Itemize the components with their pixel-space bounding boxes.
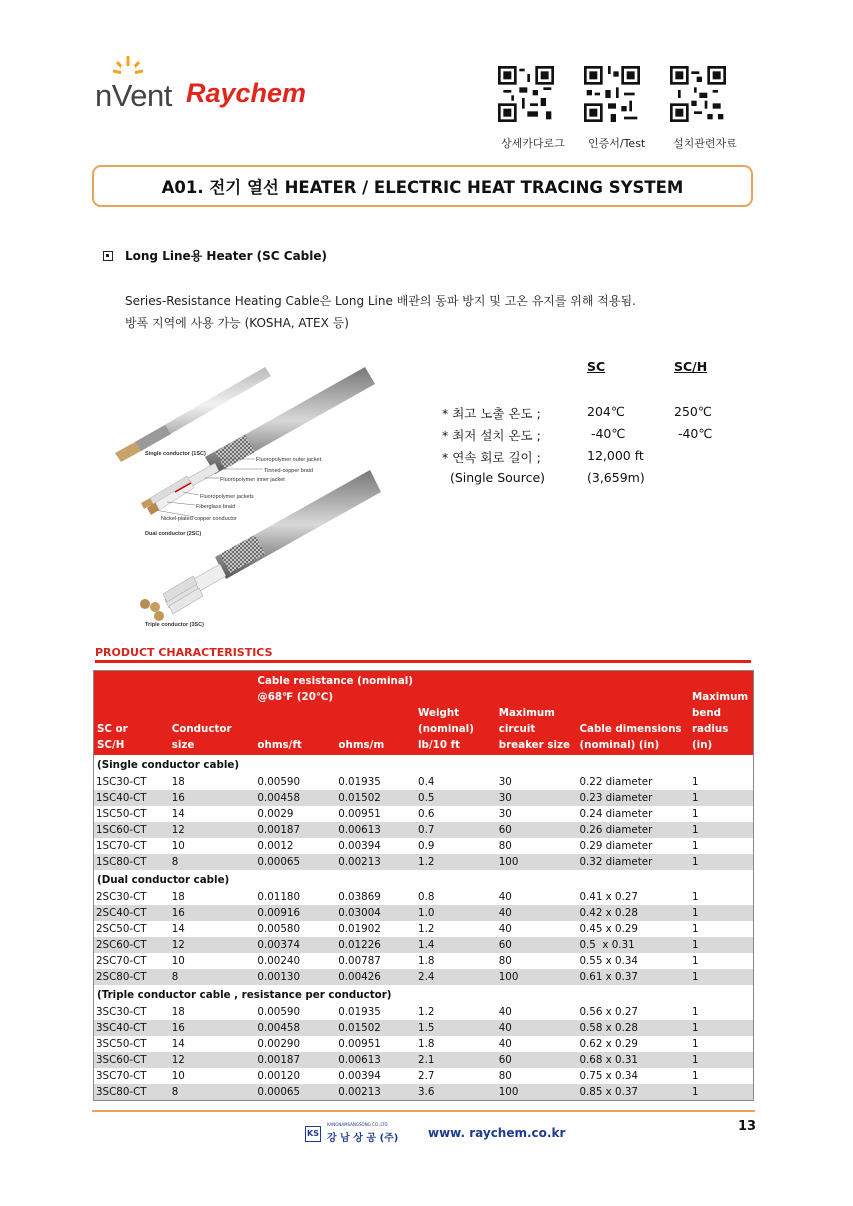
header-bend: Maximum — [691, 691, 749, 703]
cell-model: 2SC60-CT — [94, 937, 169, 953]
cell-weight: 1.2 — [418, 923, 435, 935]
table-row — [94, 953, 753, 969]
table-row — [94, 937, 753, 953]
product-table-body — [94, 755, 753, 1100]
spec-value-sc: (3,659m) — [587, 470, 645, 485]
qr-code-certificate[interactable] — [584, 66, 640, 122]
cell-conductor-size: 16 — [169, 1020, 255, 1036]
table-row — [94, 838, 753, 854]
cell-ohms-ft: 0.00590 — [257, 1006, 301, 1018]
cell-ohms-ft: 0.0012 — [257, 840, 294, 852]
cell-breaker: 100 — [496, 969, 577, 985]
page-number: 13 — [738, 1119, 757, 1134]
cell-breaker: 40 — [498, 923, 512, 935]
cell-conductor-size: 8 — [169, 854, 255, 870]
cell-model: 3SC40-CT — [94, 1020, 169, 1036]
cell-breaker: 60 — [496, 822, 577, 838]
cell-conductor-size: 8 — [169, 1084, 255, 1100]
cell-weight: 0.4 — [418, 776, 435, 788]
cell-ohms-m: 0.03004 — [335, 905, 415, 921]
header-resistance-temp: @68℉ (20℃) — [257, 691, 334, 703]
spec-value-sch: -40℃ — [674, 426, 713, 441]
table-group-row — [94, 985, 753, 1004]
cell-weight: 1.2 — [415, 854, 496, 870]
cell-model: 1SC60-CT — [94, 822, 169, 838]
spec-value-sc: 12,000 ft — [587, 448, 644, 463]
cell-ohms-ft: 0.00580 — [257, 923, 301, 935]
product-characteristics-title: PRODUCT CHARACTERISTICS — [95, 646, 273, 659]
cell-bend-radius: 1 — [691, 840, 699, 852]
cell-bend-radius: 1 — [691, 1006, 699, 1018]
label-fluoro-jackets: Fluoropolymer jackets — [200, 494, 254, 500]
cell-conductor-size: 10 — [171, 1070, 185, 1082]
title-underline — [95, 660, 751, 663]
cell-ohms-ft: 0.01180 — [257, 891, 301, 903]
product-table-wrapper — [93, 670, 754, 1101]
cell-model: 3SC80-CT — [94, 1084, 169, 1100]
label-nickel-conductor: Nickel-plated copper conductor — [161, 516, 237, 522]
product-table — [94, 671, 753, 1100]
section-heading — [103, 247, 327, 264]
cell-weight: 0.5 — [415, 790, 496, 806]
cell-ohms-m: 0.00394 — [338, 1070, 381, 1082]
cell-weight: 1.4 — [415, 937, 496, 953]
spec-label: * 연속 회로 길이 ; — [442, 450, 541, 465]
square-bullet-icon — [103, 251, 113, 261]
cell-conductor-size: 10 — [171, 840, 185, 852]
cell-ohms-m: 0.01935 — [338, 776, 381, 788]
cell-conductor-size: 12 — [169, 822, 255, 838]
table-group-row — [94, 755, 753, 774]
spec-label: * 최저 설치 온도 ; — [442, 428, 541, 443]
nvent-raychem-logo — [95, 52, 325, 112]
cell-dimensions: 0.22 diameter — [579, 776, 653, 788]
table-row — [94, 889, 753, 905]
cell-ohms-m: 0.00951 — [338, 808, 381, 820]
cell-ohms-m: 0.03869 — [338, 891, 381, 903]
cell-model: 1SC50-CT — [96, 808, 147, 820]
cell-dimensions: 0.41 x 0.27 — [579, 891, 638, 903]
cell-conductor-size: 16 — [169, 905, 255, 921]
qr-code-installation[interactable] — [670, 66, 726, 122]
header-conductor-size: Conductor size — [169, 671, 255, 755]
cell-dimensions: 0.5 x 0.31 — [576, 937, 689, 953]
cell-bend-radius: 1 — [689, 1020, 753, 1036]
header-bend-2: bend — [691, 707, 722, 719]
cell-ohms-m: 0.00426 — [335, 969, 415, 985]
cell-dimensions: 0.24 diameter — [579, 808, 653, 820]
cell-dimensions: 0.23 diameter — [576, 790, 689, 806]
cell-bend-radius: 1 — [689, 905, 753, 921]
cell-conductor-size: 18 — [171, 891, 185, 903]
website-link[interactable]: www. raychem.co.kr — [428, 1126, 566, 1140]
cell-weight: 1.5 — [415, 1020, 496, 1036]
label-single-conductor: Single conductor (1SC) — [145, 451, 206, 457]
cell-breaker: 80 — [498, 955, 512, 967]
cell-weight: 0.8 — [418, 891, 435, 903]
cell-bend-radius: 1 — [689, 937, 753, 953]
cell-bend-radius: 1 — [689, 854, 753, 870]
cell-dimensions: 0.61 x 0.37 — [576, 969, 689, 985]
cell-ohms-ft: 0.00187 — [254, 822, 335, 838]
cell-dimensions: 0.29 diameter — [579, 840, 653, 852]
cell-breaker: 40 — [498, 1038, 512, 1050]
cell-ohms-m: 0.00213 — [335, 854, 415, 870]
header-weight: Weight — [418, 707, 460, 719]
table-row — [94, 822, 753, 838]
cell-breaker: 40 — [498, 891, 512, 903]
cell-dimensions: 0.32 diameter — [576, 854, 689, 870]
company-english-name: KANGNAMSANGSONG CO.,LTD — [327, 1122, 388, 1127]
cell-conductor-size: 14 — [171, 923, 185, 935]
header-ohms-m: ohms/m — [338, 739, 385, 751]
header-sch: SC/H — [97, 739, 125, 751]
cell-ohms-m: 0.00951 — [338, 1038, 381, 1050]
cell-weight: 2.4 — [415, 969, 496, 985]
cell-dimensions: 0.56 x 0.27 — [579, 1006, 638, 1018]
cell-model: 3SC70-CT — [96, 1070, 147, 1082]
table-row — [94, 1068, 753, 1084]
cell-model: 3SC50-CT — [96, 1038, 147, 1050]
cell-ohms-ft: 0.00458 — [254, 790, 335, 806]
cell-conductor-size: 12 — [169, 1052, 255, 1068]
header-resistance: Cable resistance (nominal) — [257, 675, 414, 687]
cell-weight: 1.8 — [418, 955, 435, 967]
cell-conductor-size: 14 — [171, 1038, 185, 1050]
cell-bend-radius: 1 — [691, 1038, 699, 1050]
spec-header-sc: SC — [587, 359, 606, 374]
cell-ohms-ft: 0.00187 — [254, 1052, 335, 1068]
brand-raychem: Raychem — [186, 78, 307, 108]
cell-model: 2SC50-CT — [96, 923, 147, 935]
description-line-1: Series-Resistance Heating Cable은 Long Line 배관의 동파 방지 및 고온 유지를 위해 적용됨. — [125, 294, 636, 308]
cell-breaker: 100 — [496, 1084, 577, 1100]
cell-dimensions: 0.45 x 0.29 — [579, 923, 638, 935]
cell-bend-radius: 1 — [689, 790, 753, 806]
qr-label-catalog: 상세카다로그 — [501, 137, 565, 150]
table-row — [94, 806, 753, 822]
cell-breaker: 30 — [498, 808, 512, 820]
cell-ohms-m: 0.01935 — [338, 1006, 381, 1018]
label-dual-conductor: Dual conductor (2SC) — [145, 531, 202, 537]
section-heading-text: Long Line용 Heater (SC Cable) — [125, 249, 328, 263]
label-tinned-braid: Tinned-copper braid — [264, 468, 314, 474]
cell-model: 2SC40-CT — [94, 905, 169, 921]
header-dimensions-unit: (nominal) (in) — [579, 739, 660, 751]
cell-ohms-m: 0.01226 — [335, 937, 415, 953]
cell-dimensions: 0.58 x 0.28 — [576, 1020, 689, 1036]
cell-conductor-size: 18 — [171, 1006, 185, 1018]
header-dimensions: Cable dimensions — [579, 723, 682, 735]
cell-bend-radius: 1 — [689, 1052, 753, 1068]
cell-ohms-m: 0.00394 — [338, 840, 381, 852]
spec-value-sch: 250℃ — [674, 404, 712, 419]
spec-header-sch: SC/H — [674, 359, 708, 374]
header-bend-radius: radius (in) — [691, 723, 729, 751]
table-row — [94, 921, 753, 937]
table-row — [94, 774, 753, 790]
cell-breaker: 60 — [496, 937, 577, 953]
table-row — [94, 1004, 753, 1020]
cell-ohms-ft: 0.00590 — [257, 776, 301, 788]
cell-breaker: 40 — [496, 1020, 577, 1036]
spec-label: * 최고 노출 온도 ; — [442, 406, 541, 421]
cell-ohms-m: 0.01502 — [335, 790, 415, 806]
cell-ohms-ft: 0.00916 — [254, 905, 335, 921]
cell-model: 1SC70-CT — [96, 840, 147, 852]
cell-model: 1SC40-CT — [94, 790, 169, 806]
cell-model: 3SC60-CT — [94, 1052, 169, 1068]
cell-weight: 0.9 — [418, 840, 435, 852]
header-ohms-ft: ohms/ft — [257, 739, 302, 751]
cell-model: 3SC30-CT — [96, 1006, 147, 1018]
cell-conductor-size: 16 — [169, 790, 255, 806]
table-group-row — [94, 870, 753, 889]
group-label: (Dual conductor cable) — [97, 873, 230, 886]
cell-model: 1SC80-CT — [94, 854, 169, 870]
cell-ohms-ft: 0.00120 — [257, 1070, 301, 1082]
cell-ohms-ft: 0.00130 — [254, 969, 335, 985]
label-inner-jacket: Fluoropolymer inner jacket — [220, 477, 285, 483]
cell-dimensions: 0.85 x 0.37 — [576, 1084, 689, 1100]
label-triple-conductor: Triple conductor (3SC) — [145, 622, 204, 628]
table-row — [94, 905, 753, 921]
cell-weight: 3.6 — [415, 1084, 496, 1100]
ks-mark-icon: KS — [305, 1126, 321, 1142]
cell-model: 2SC70-CT — [96, 955, 147, 967]
cell-dimensions: 0.68 x 0.31 — [576, 1052, 689, 1068]
header-sc-or: SC or — [97, 723, 128, 735]
cell-breaker: 100 — [496, 854, 577, 870]
table-row — [94, 969, 753, 985]
table-row — [94, 854, 753, 870]
nvent-sunburst-icon — [113, 52, 143, 76]
cell-bend-radius: 1 — [691, 1070, 699, 1082]
qr-label-installation: 설치관련자료 — [673, 137, 737, 150]
cell-ohms-ft: 0.00290 — [257, 1038, 301, 1050]
cell-breaker: 60 — [496, 1052, 577, 1068]
cell-breaker: 30 — [498, 776, 512, 788]
cell-dimensions: 0.75 x 0.34 — [579, 1070, 638, 1082]
cell-breaker: 80 — [498, 840, 512, 852]
footer-divider — [92, 1110, 755, 1112]
cell-weight: 2.1 — [415, 1052, 496, 1068]
cell-bend-radius: 1 — [689, 1084, 753, 1100]
cell-ohms-m: 0.00613 — [335, 1052, 415, 1068]
label-fiberglass: Fiberglass braid — [196, 504, 236, 510]
cell-ohms-ft: 0.00065 — [254, 1084, 335, 1100]
cell-breaker: 40 — [498, 1006, 512, 1018]
cell-dimensions: 0.26 diameter — [576, 822, 689, 838]
cell-ohms-ft: 0.00374 — [254, 937, 335, 953]
cell-bend-radius: 1 — [691, 955, 699, 967]
cell-model: 1SC30-CT — [96, 776, 147, 788]
table-row — [94, 790, 753, 806]
company-korean-name: 강 남 상 공 (주) — [327, 1133, 399, 1144]
cell-dimensions: 0.62 x 0.29 — [579, 1038, 638, 1050]
table-row — [94, 1020, 753, 1036]
cell-ohms-ft: 0.00240 — [257, 955, 301, 967]
cell-dimensions: 0.55 x 0.34 — [579, 955, 638, 967]
cell-conductor-size: 12 — [169, 937, 255, 953]
cell-weight: 1.2 — [418, 1006, 435, 1018]
description-line-2: 방폭 지역에 사용 가능 (KOSHA, ATEX 등) — [125, 316, 349, 330]
brand-nvent: nVent — [95, 78, 172, 113]
page-title: A01. 전기 열선 HEATER / ELECTRIC HEAT TRACING SYSTEM — [92, 165, 753, 207]
header-breaker-size: breaker size — [498, 739, 570, 751]
table-header-row — [94, 671, 753, 755]
cell-breaker: 30 — [496, 790, 577, 806]
cell-bend-radius: 1 — [689, 822, 753, 838]
cell-ohms-m: 0.00213 — [335, 1084, 415, 1100]
cell-ohms-ft: 0.0029 — [257, 808, 294, 820]
qr-code-catalog[interactable] — [498, 66, 554, 122]
header-weight-unit: lb/10 ft — [418, 739, 460, 751]
cell-bend-radius: 1 — [691, 891, 699, 903]
cell-conductor-size: 8 — [169, 969, 255, 985]
cell-breaker: 80 — [498, 1070, 512, 1082]
group-label: (Triple conductor cable , resistance per conductor) — [97, 988, 392, 1001]
cell-ohms-m: 0.01502 — [335, 1020, 415, 1036]
cell-weight: 1.8 — [418, 1038, 435, 1050]
cell-bend-radius: 1 — [691, 808, 699, 820]
cell-bend-radius: 1 — [691, 776, 699, 788]
spec-value-sc: -40℃ — [587, 426, 626, 441]
qr-label-certificate: 인증서/Test — [588, 137, 646, 150]
cell-ohms-ft: 0.00458 — [254, 1020, 335, 1036]
cell-weight: 0.7 — [415, 822, 496, 838]
cell-ohms-m: 0.01902 — [338, 923, 381, 935]
header-breaker: Maximum — [498, 707, 555, 719]
spec-label: (Single Source) — [442, 470, 546, 485]
label-outer-jacket: Fluoropolymer outer jacket — [256, 457, 322, 463]
table-row — [94, 1052, 753, 1068]
cell-weight: 2.7 — [418, 1070, 435, 1082]
cell-ohms-m: 0.00613 — [335, 822, 415, 838]
cell-conductor-size: 10 — [171, 955, 185, 967]
cell-bend-radius: 1 — [689, 969, 753, 985]
cell-weight: 0.6 — [418, 808, 435, 820]
cell-weight: 1.0 — [415, 905, 496, 921]
cable-illustration — [95, 352, 395, 637]
cell-conductor-size: 18 — [171, 776, 185, 788]
cell-ohms-m: 0.00787 — [338, 955, 381, 967]
header-weight-nominal: (nominal) — [418, 723, 474, 735]
table-row — [94, 1084, 753, 1100]
group-label: (Single conductor cable) — [97, 758, 240, 771]
cell-model: 2SC80-CT — [94, 969, 169, 985]
cell-bend-radius: 1 — [691, 923, 699, 935]
cell-ohms-ft: 0.00065 — [254, 854, 335, 870]
table-row — [94, 1036, 753, 1052]
header-breaker-circuit: circuit — [498, 723, 536, 735]
kangnam-logo — [305, 1124, 405, 1146]
spec-value-sc: 204℃ — [587, 404, 625, 419]
cell-model: 2SC30-CT — [96, 891, 147, 903]
cell-breaker: 40 — [496, 905, 577, 921]
cell-conductor-size: 14 — [171, 808, 185, 820]
cell-dimensions: 0.42 x 0.28 — [576, 905, 689, 921]
